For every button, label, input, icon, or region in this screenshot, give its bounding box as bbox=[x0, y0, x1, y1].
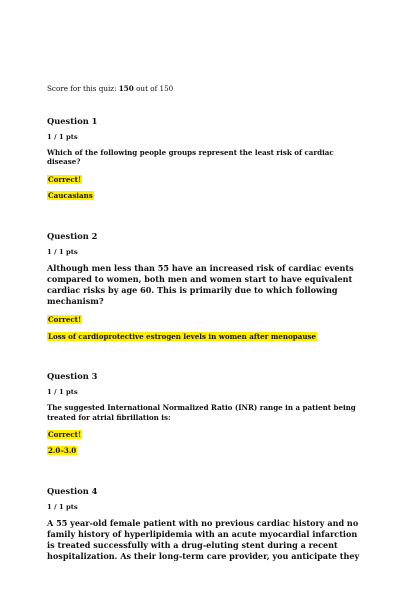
question-4 bbox=[47, 486, 365, 563]
question-text: Although men less than 55 have an increased risk of cardiac events compared to women, both men and women start to have equivalent cardiac risks by age 60. This is primarily due to which following mechanism? bbox=[47, 262, 354, 307]
selected-answer bbox=[47, 332, 365, 341]
correct-indicator bbox=[47, 175, 365, 184]
score-label: Score for this quiz: bbox=[47, 84, 117, 93]
selected-answer bbox=[47, 191, 365, 200]
question-3 bbox=[47, 371, 365, 456]
quiz-results-page bbox=[47, 84, 365, 581]
answer-text: Loss of cardioprotective estrogen levels in women after menopause bbox=[48, 331, 317, 341]
score-value: 150 bbox=[118, 84, 134, 93]
question-text: Which of the following people groups represent the least risk of cardiac disease? bbox=[47, 148, 334, 167]
correct-label: Correct! bbox=[48, 315, 82, 325]
score-suffix: out of 150 bbox=[136, 84, 174, 93]
question-text: The suggested International Normalized Ratio (INR) range in a patient being treated for atrial fibrillation is: bbox=[47, 403, 356, 422]
answer-text: 2.0–3.0 bbox=[48, 446, 77, 456]
question-title: Question 3 bbox=[47, 371, 98, 382]
question-points: 1 / 1 pts bbox=[47, 502, 78, 511]
question-title: Question 4 bbox=[47, 485, 98, 496]
question-separator bbox=[47, 474, 365, 486]
question-text: A 55 year-old female patient with no previous cardiac history and no family history of hyperlipidemia with an acute myocardial infarction is treated successfully with a drug-eluting stent during a recent hospitalization. As their long-term care provider, you anticipate they bbox=[47, 517, 360, 562]
question-points: 1 / 1 pts bbox=[47, 388, 78, 397]
answer-text: Caucasians bbox=[48, 191, 93, 201]
quiz-score bbox=[47, 84, 365, 94]
correct-label: Correct! bbox=[48, 174, 82, 184]
question-1 bbox=[47, 116, 365, 201]
question-2 bbox=[47, 231, 365, 342]
question-points: 1 / 1 pts bbox=[47, 247, 78, 256]
question-title: Question 1 bbox=[47, 116, 98, 126]
selected-answer bbox=[47, 446, 365, 455]
correct-label: Correct! bbox=[48, 430, 82, 440]
question-separator bbox=[47, 219, 365, 231]
question-points: 1 / 1 pts bbox=[47, 133, 78, 141]
question-separator bbox=[47, 359, 365, 371]
correct-indicator bbox=[47, 430, 365, 439]
correct-indicator bbox=[47, 315, 365, 324]
question-title: Question 2 bbox=[47, 230, 98, 241]
